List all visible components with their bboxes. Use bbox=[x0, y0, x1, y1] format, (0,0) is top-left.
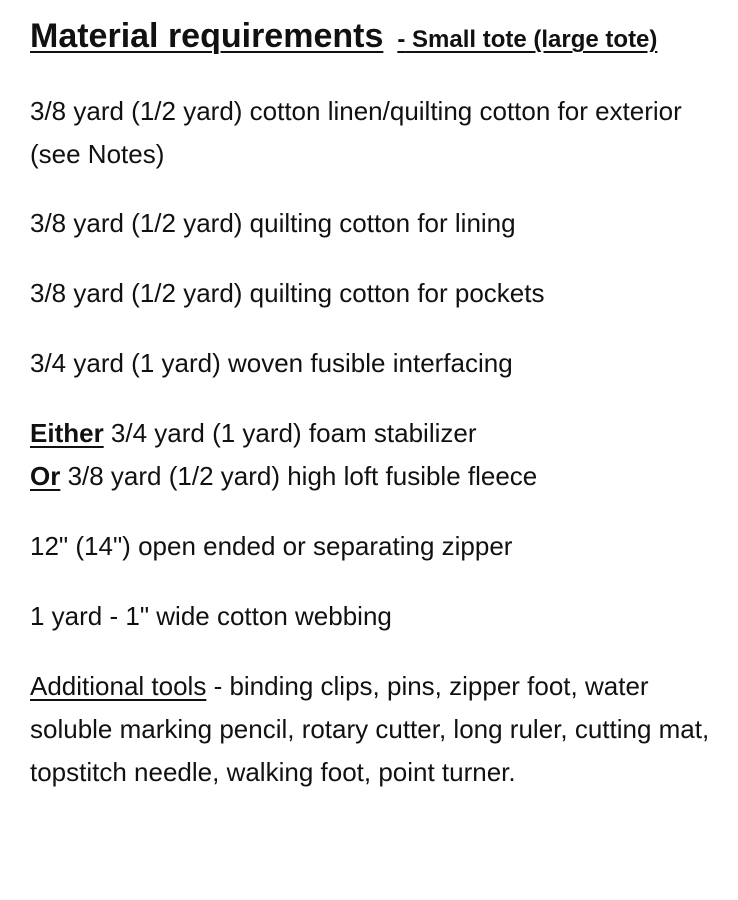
either-label: Either bbox=[30, 418, 104, 448]
additional-tools-text: - binding clips, pins, zipper foot, water soluble marking pencil, rotary cutter, long ruler, cutting mat, topstitch needle, walking foot, point turner. bbox=[30, 671, 710, 787]
requirement-exterior: 3/8 yard (1/2 yard) cotton linen/quilting cotton for exterior (see Notes) bbox=[30, 96, 682, 169]
either-text: 3/4 yard (1 yard) foam stabilizer bbox=[103, 418, 477, 448]
title-main: Material requirements bbox=[30, 17, 384, 55]
requirement-pockets: 3/8 yard (1/2 yard) quilting cotton for pockets bbox=[30, 278, 545, 308]
or-label: Or bbox=[30, 461, 61, 491]
requirement-zipper: 12" (14") open ended or separating zipper bbox=[30, 531, 513, 561]
requirement-fleece-option bbox=[30, 455, 537, 498]
title-subtitle: Small tote (large tote) bbox=[412, 26, 658, 53]
page-title bbox=[30, 14, 657, 62]
or-text: 3/8 yard (1/2 yard) high loft fusible fleece bbox=[60, 461, 538, 491]
additional-tools-label: Additional tools bbox=[30, 671, 207, 701]
requirement-lining: 3/8 yard (1/2 yard) quilting cotton for lining bbox=[30, 208, 516, 238]
requirement-interfacing: 3/4 yard (1 yard) woven fusible interfacing bbox=[30, 348, 513, 378]
requirement-additional-tools bbox=[30, 665, 720, 794]
requirement-stabilizer-option bbox=[30, 412, 477, 455]
title-separator: - bbox=[397, 26, 406, 53]
requirement-webbing: 1 yard - 1" wide cotton webbing bbox=[30, 601, 392, 631]
